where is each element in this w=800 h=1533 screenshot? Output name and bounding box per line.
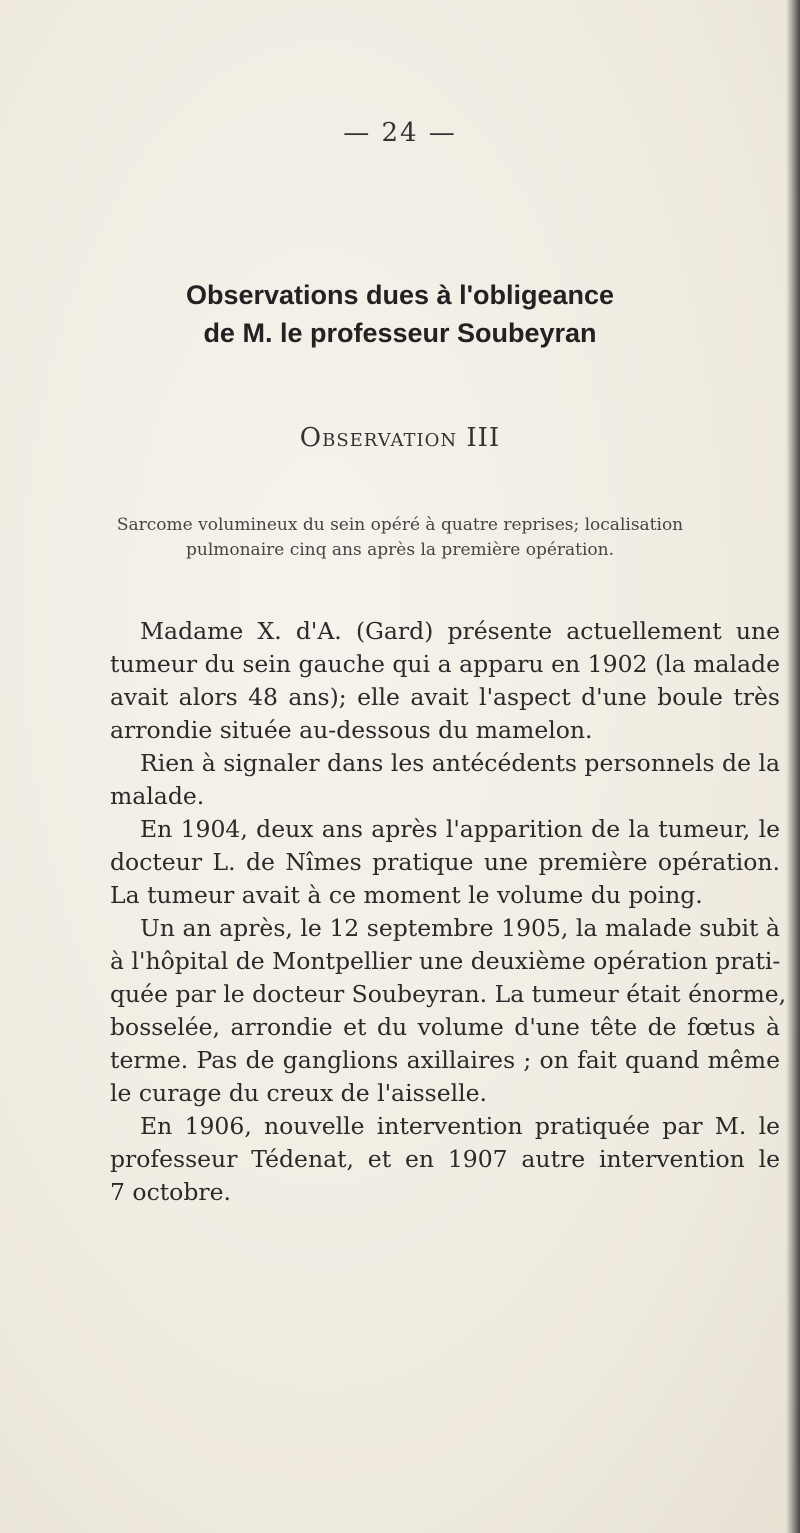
observation-summary-line-1: Sarcome volumineux du sein opéré à quatre reprises; localisation	[116, 515, 684, 535]
body-line: La tumeur avait à ce moment le volume du poing.	[110, 881, 703, 909]
body-line: avait alors 48 ans); elle avait l'aspect d'une boule très	[110, 683, 780, 711]
body-line: professeur Tédenat, et en 1907 autre intervention le	[110, 1145, 780, 1173]
body-line: malade.	[110, 782, 205, 810]
body-line: Rien à signaler dans les antécédents personnels de la	[140, 749, 780, 777]
body-line: En 1904, deux ans après l'apparition de la tumeur, le	[140, 815, 780, 843]
body-line: Un an après, le 12 septembre 1905, la malade subit à	[140, 914, 780, 942]
body-line: 7 octobre.	[110, 1178, 231, 1206]
body-line: quée par le docteur Soubeyran. La tumeur était énorme,	[110, 980, 787, 1008]
body-line: bosselée, arrondie et du volume d'une tête de fœtus à	[110, 1013, 780, 1041]
section-heading-line-1: Observations dues à l'obligeance	[185, 280, 615, 310]
observation-summary-line-2: pulmonaire cinq ans après la première opération.	[185, 540, 615, 560]
body-line: tumeur du sein gauche qui a apparu en 1902 (la malade	[110, 650, 780, 678]
body-line: En 1906, nouvelle intervention pratiquée par M. le	[140, 1112, 780, 1140]
body-text	[110, 615, 787, 1209]
body-line: docteur L. de Nîmes pratique une première opération.	[110, 848, 780, 876]
observation-title: Observation III	[299, 423, 501, 453]
body-line: terme. Pas de ganglions axillaires ; on fait quand même	[110, 1046, 780, 1074]
page-edge-shadow	[786, 0, 800, 1533]
body-line: arrondie située au-dessous du mamelon.	[110, 716, 593, 744]
body-line: à l'hôpital de Montpellier une deuxième opération prati-	[110, 947, 781, 975]
body-line: Madame X. d'A. (Gard) présente actuellement une	[140, 617, 780, 645]
section-heading-line-2: de M. le professeur Soubeyran	[203, 318, 597, 348]
body-line: le curage du creux de l'aisselle.	[110, 1079, 488, 1107]
page-number: — 24 —	[343, 118, 457, 148]
